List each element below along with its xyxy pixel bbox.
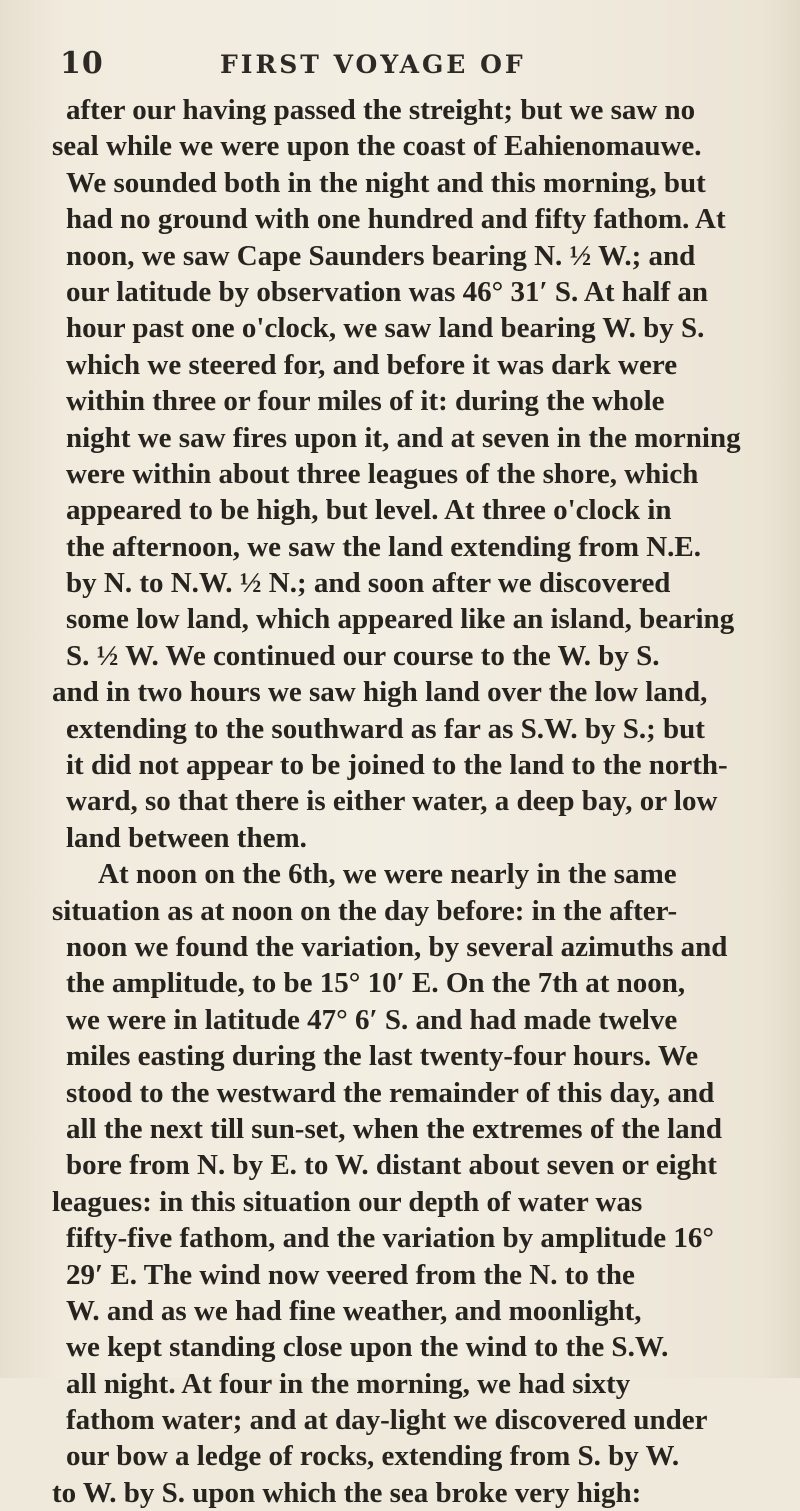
text-line: some low land, which appeared like an island, bearing — [66, 603, 735, 636]
text-line: ward, so that there is either water, a deep bay, or low — [66, 785, 718, 818]
text-line: noon, we saw Cape Saunders bearing N. ½ W.; and — [66, 239, 696, 272]
text-line: At noon on the 6th, we were nearly in the same — [98, 858, 677, 891]
text-line: 29′ E. The wind now veered from the N. to the — [66, 1258, 635, 1291]
text-line: to W. by S. upon which the sea broke very high: — [52, 1476, 642, 1509]
text-line: noon we found the variation, by several azimuths and — [66, 930, 728, 963]
running-head: FIRST VOYAGE OF — [220, 50, 526, 79]
text-line: after our having passed the streight; but we saw no — [66, 94, 696, 126]
text-line: and in two hours we saw high land over the low land, — [52, 676, 708, 709]
text-line: hour past one o'clock, we saw land bearing W. by S. — [66, 312, 705, 345]
text-line: had no ground with one hundred and fifty fathom. At — [66, 203, 726, 236]
page-header — [60, 46, 760, 86]
text-line: by N. to N.W. ½ N.; and soon after we discovered — [66, 567, 671, 600]
text-line: appeared to be high, but level. At three o'clock in — [66, 494, 672, 527]
text-line: leagues: in this situation our depth of water was — [52, 1185, 643, 1218]
text-line: the amplitude, to be 15° 10′ E. On the 7th at noon, — [66, 967, 686, 1000]
text-line: We sounded both in the night and this morning, but — [66, 166, 706, 199]
text-line: all the next till sun-set, when the extremes of the land — [66, 1112, 722, 1145]
text-line: land between them. — [66, 821, 307, 854]
text-line: seal while we were upon the coast of Eahienomauwe. — [52, 130, 702, 163]
text-line: were within about three leagues of the shore, which — [66, 457, 699, 490]
text-line: miles easting during the last twenty-four hours. We — [66, 1040, 699, 1073]
text-line: fifty-five fathom, and the variation by amplitude 16° — [66, 1222, 714, 1255]
text-line: W. and as we had fine weather, and moonlight, — [66, 1294, 642, 1327]
text-line: we were in latitude 47° 6′ S. and had made twelve — [66, 1003, 678, 1036]
text-line: we kept standing close upon the wind to the S.W. — [66, 1331, 669, 1364]
text-line: which we steered for, and before it was dark were — [66, 348, 678, 381]
text-line: situation as at noon on the day before: in the after- — [52, 894, 678, 927]
text-line: within three or four miles of it: during the whole — [66, 385, 665, 418]
page-number: 10 — [60, 46, 104, 81]
text-line: our latitude by observation was 46° 31′ S. At half an — [66, 275, 708, 308]
text-line: the afternoon, we saw the land extending from N.E. — [66, 530, 702, 563]
text-line: it did not appear to be joined to the land to the north- — [66, 749, 728, 782]
body-text — [52, 92, 764, 1511]
text-line: S. ½ W. We continued our course to the W. by S. — [66, 639, 660, 672]
text-line: bore from N. by E. to W. distant about seven or eight — [66, 1149, 717, 1182]
text-line: extending to the southward as far as S.W. by S.; but — [66, 712, 705, 745]
text-line: fathom water; and at day-light we discovered under — [66, 1404, 708, 1437]
text-line: all night. At four in the morning, we had sixty — [66, 1367, 631, 1400]
text-line: night we saw fires upon it, and at seven in the morning — [66, 421, 741, 454]
text-line: our bow a ledge of rocks, extending from S. by W. — [66, 1440, 680, 1473]
text-line: stood to the westward the remainder of this day, and — [66, 1076, 715, 1109]
